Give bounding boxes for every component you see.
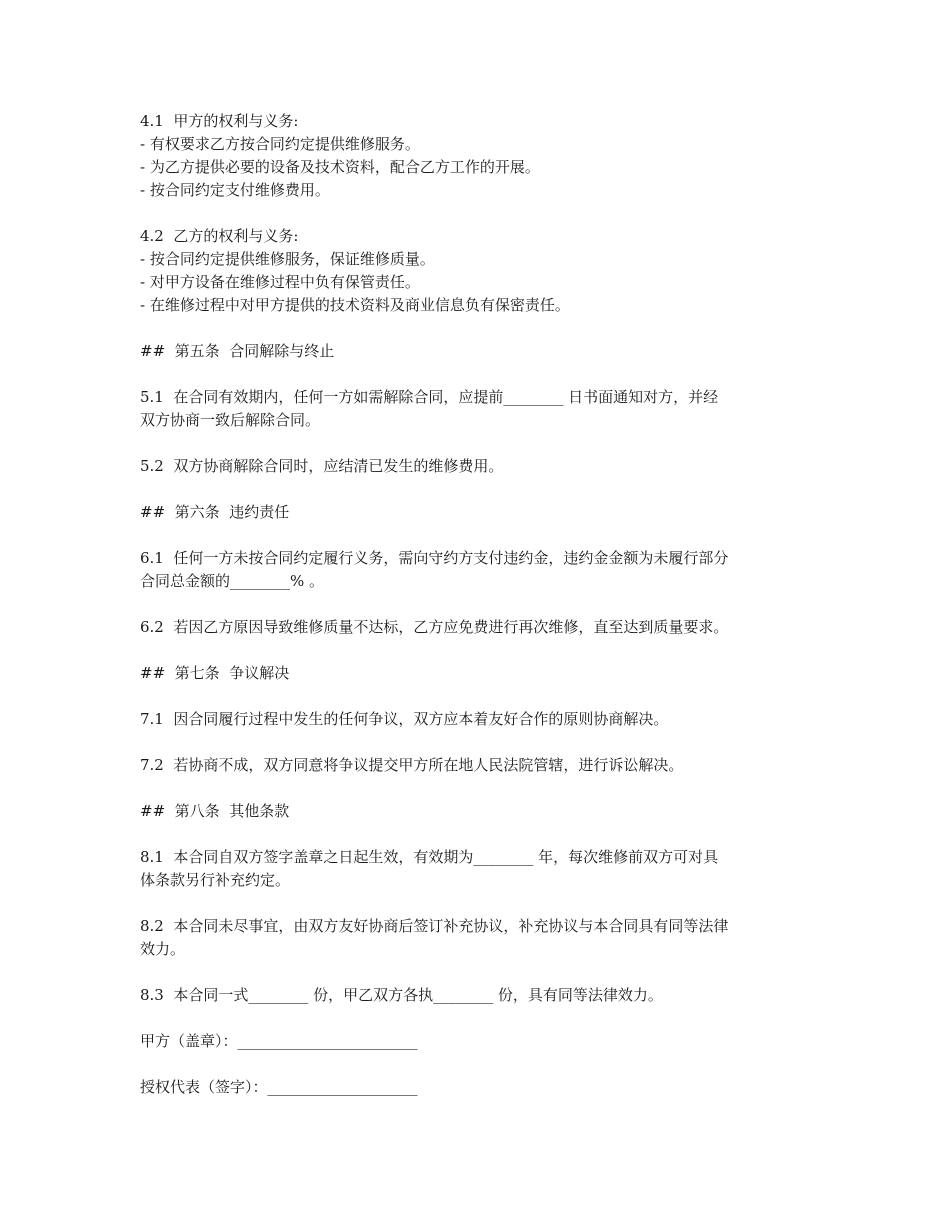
spacer xyxy=(140,685,820,708)
authorized-rep-signature-line: 授权代表（签字）：____________________ xyxy=(140,1078,418,1096)
spacer xyxy=(140,1007,820,1030)
spacer xyxy=(140,432,820,455)
contract-page xyxy=(140,110,820,1099)
spacer xyxy=(140,317,820,340)
clause-6-1-cont: 合同总金额的________% 。 xyxy=(140,572,325,590)
clause-4-2-item: - 按合同约定提供维修服务，保证维修质量。 xyxy=(140,250,435,268)
spacer xyxy=(140,1053,820,1076)
clause-4-2-item: - 对甲方设备在维修过程中负有保管责任。 xyxy=(140,273,420,291)
spacer xyxy=(140,961,820,984)
clause-5-2: 5.2 双方协商解除合同时，应结清已发生的维修费用。 xyxy=(140,457,504,475)
spacer xyxy=(140,363,820,386)
clause-8-3: 8.3 本合同一式________ 份，甲乙双方各执________ 份，具有同等法律效力。 xyxy=(140,986,663,1004)
spacer xyxy=(140,823,820,846)
spacer xyxy=(140,639,820,662)
clause-4-1-item: - 按合同约定支付维修费用。 xyxy=(140,181,330,199)
clause-4-1-item: - 有权要求乙方按合同约定提供维修服务。 xyxy=(140,135,420,153)
clause-4-2-item: - 在维修过程中对甲方提供的技术资料及商业信息负有保密责任。 xyxy=(140,296,570,314)
clause-5-1: 5.1 在合同有效期内，任何一方如需解除合同，应提前________ 日书面通知对方，并经 xyxy=(140,388,719,406)
spacer xyxy=(140,731,820,754)
clause-8-1: 8.1 本合同自双方签字盖章之日起生效，有效期为________ 年，每次维修前双方可对具 xyxy=(140,848,719,866)
party-a-seal-line: 甲方（盖章）：________________________ xyxy=(140,1032,418,1050)
spacer xyxy=(140,202,820,225)
clause-8-2-cont: 效力。 xyxy=(140,940,186,958)
clause-5-1-cont: 双方协商一致后解除合同。 xyxy=(140,411,321,429)
clause-7-1: 7.1 因合同履行过程中发生的任何争议，双方应本着友好合作的原则协商解决。 xyxy=(140,710,669,728)
clause-4-2-title: 4.2 乙方的权利与义务: xyxy=(140,227,299,245)
clause-4-1-item: - 为乙方提供必要的设备及技术资料，配合乙方工作的开展。 xyxy=(140,158,540,176)
article-6-heading: ## 第六条 违约责任 xyxy=(140,503,290,521)
spacer xyxy=(140,593,820,616)
spacer xyxy=(140,524,820,547)
article-8-heading: ## 第八条 其他条款 xyxy=(140,802,290,820)
clause-7-2: 7.2 若协商不成，双方同意将争议提交甲方所在地人民法院管辖，进行诉讼解决。 xyxy=(140,756,684,774)
spacer xyxy=(140,892,820,915)
clause-8-2: 8.2 本合同未尽事宜，由双方友好协商后签订补充协议，补充协议与本合同具有同等法律 xyxy=(140,917,729,935)
clause-4-1-title: 4.1 甲方的权利与义务: xyxy=(140,112,299,130)
clause-6-1: 6.1 任何一方未按合同约定履行义务，需向守约方支付违约金，违约金金额为未履行部分 xyxy=(140,549,729,567)
clause-6-2: 6.2 若因乙方原因导致维修质量不达标，乙方应免费进行再次维修，直至达到质量要求。 xyxy=(140,618,729,636)
spacer xyxy=(140,777,820,800)
clause-8-1-cont: 体条款另行补充约定。 xyxy=(140,871,291,889)
spacer xyxy=(140,478,820,501)
article-7-heading: ## 第七条 争议解决 xyxy=(140,664,290,682)
article-5-heading: ## 第五条 合同解除与终止 xyxy=(140,342,335,360)
